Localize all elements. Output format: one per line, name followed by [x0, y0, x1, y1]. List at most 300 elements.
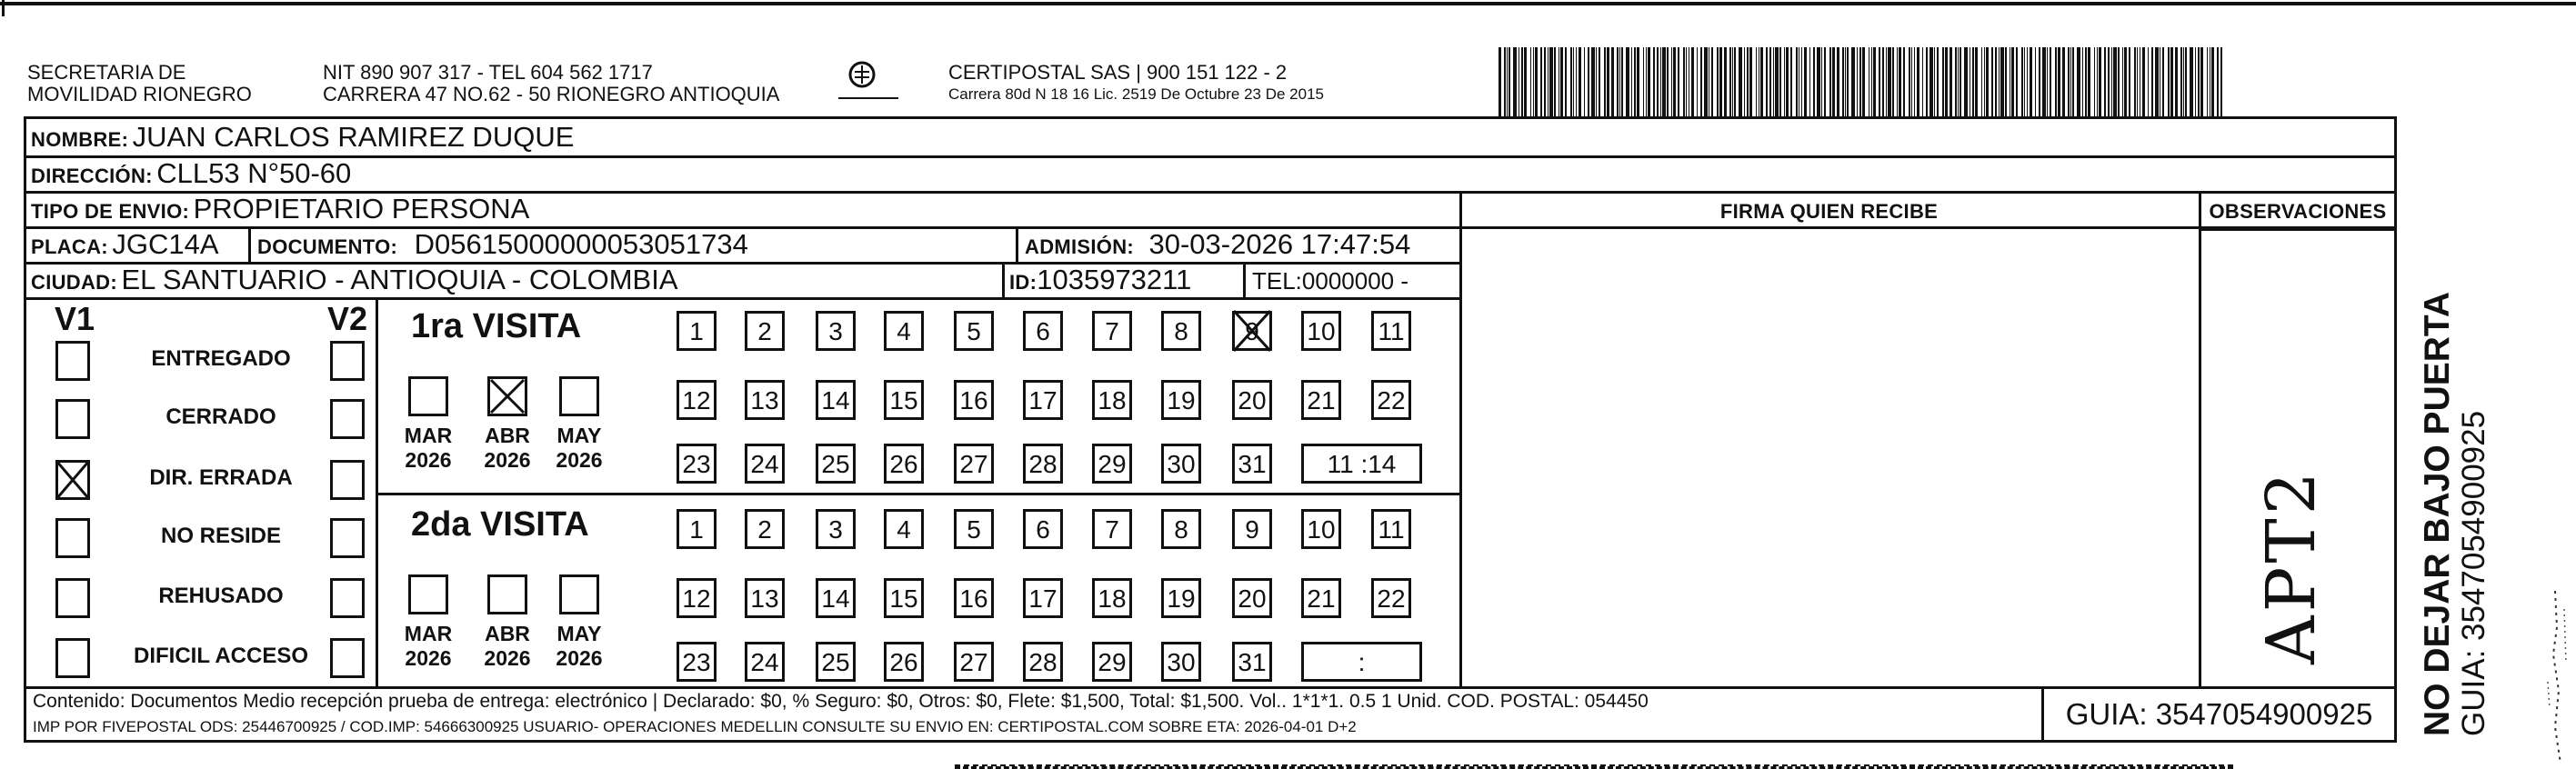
- barcode-bar: [1544, 47, 1546, 116]
- barcode-bar: [2055, 47, 2057, 116]
- day-box[interactable]: 11: [1371, 311, 1411, 351]
- barcode-bar: [2047, 47, 2048, 116]
- barcode-bar: [2148, 47, 2149, 116]
- day-box[interactable]: 19: [1161, 578, 1201, 618]
- col-line-tel: [1243, 262, 1246, 297]
- status-v1-checkbox[interactable]: [55, 578, 90, 618]
- tipo-label: TIPO DE ENVIO:: [31, 200, 190, 223]
- nombre-row: [31, 121, 574, 154]
- carrier-line-1: CERTIPOSTAL SAS | 900 151 122 - 2: [948, 61, 1288, 84]
- row-line-5: [24, 297, 1462, 300]
- barcode-bar: [1729, 47, 1731, 116]
- barcode-bar: [1596, 47, 1597, 116]
- carrier-line-2: Carrera 80d N 18 16 Lic. 2519 De Octubre 23 De 2015: [948, 85, 1324, 103]
- day-box[interactable]: 17: [1023, 578, 1063, 618]
- day-box[interactable]: 7: [1092, 311, 1132, 351]
- barcode-bar: [1540, 47, 1542, 116]
- status-label: ENTREGADO: [151, 346, 291, 371]
- barcode-bar: [1697, 47, 1698, 116]
- barcode-bar: [1573, 47, 1574, 116]
- barcode-bar: [1576, 47, 1577, 116]
- barcode-bar: [1535, 47, 1538, 116]
- barcode-bar: [1942, 47, 1944, 116]
- barcode-bar: [1604, 47, 1606, 116]
- day-box[interactable]: 12: [677, 380, 717, 420]
- status-v2-checkbox[interactable]: [330, 518, 365, 558]
- status-v1-checkbox[interactable]: [55, 518, 90, 558]
- org-contact: [323, 62, 779, 105]
- barcode-bar: [1950, 47, 1952, 116]
- barcode-bar: [1859, 47, 1861, 116]
- status-v2-checkbox[interactable]: [330, 638, 365, 678]
- barcode-bar: [2097, 47, 2098, 116]
- nombre-label: NOMBRE:: [31, 128, 129, 151]
- barcode-bar: [1773, 47, 1774, 116]
- barcode-bar: [1734, 47, 1736, 116]
- month-year: 2026: [405, 646, 452, 670]
- barcode-bar: [2070, 47, 2071, 116]
- observation-note-text: APT2: [2252, 468, 2330, 664]
- v2-header: V2: [327, 300, 368, 337]
- day-box[interactable]: 4: [884, 311, 924, 351]
- day-box[interactable]: 27: [954, 642, 994, 682]
- day-box[interactable]: 13: [745, 380, 785, 420]
- bottom-scan-edge: [955, 764, 2233, 769]
- day-box[interactable]: 8: [1161, 509, 1201, 549]
- footer-print-line: IMP POR FIVEPOSTAL ODS: 25446700925 / COD.IMP: 54666300925 USUARIO- OPERACIONES MEDELLIN CONSULTE SU ENVIO EN: CERTIPOSTAL.COM SOBRE ETA: 2026-04-01 D+2: [33, 718, 1357, 735]
- placa-label: PLACA:: [31, 235, 108, 258]
- barcode-bar: [1882, 47, 1884, 116]
- barcode-bar: [1804, 47, 1807, 116]
- barcode-bar: [1984, 47, 1985, 116]
- day-box[interactable]: 19: [1161, 380, 1201, 420]
- day-box[interactable]: 23: [677, 444, 717, 484]
- barcode-bar: [1717, 47, 1719, 116]
- month-name: MAY: [556, 622, 602, 645]
- barcode-bar: [1724, 47, 1727, 116]
- barcode-bar: [1847, 47, 1849, 116]
- barcode-bar: [2094, 47, 2095, 116]
- day-box[interactable]: 30: [1161, 642, 1201, 682]
- barcode-bar: [1766, 47, 1768, 116]
- barcode-bar: [1599, 47, 1600, 116]
- barcode-bar: [2207, 47, 2208, 116]
- barcode-bar: [2200, 47, 2203, 116]
- day-box[interactable]: 8: [1161, 311, 1201, 351]
- barcode-bar: [1790, 47, 1792, 116]
- day-box[interactable]: 4: [884, 509, 924, 549]
- barcode-bar: [2168, 47, 2170, 116]
- day-box[interactable]: 20: [1232, 578, 1272, 618]
- ciudad-cell: [31, 264, 678, 296]
- day-box[interactable]: 5: [954, 509, 994, 549]
- day-box[interactable]: 10: [1301, 509, 1341, 549]
- barcode-bar: [1579, 47, 1581, 116]
- month-checkbox[interactable]: [408, 376, 448, 416]
- barcode-bar: [1922, 47, 1923, 116]
- barcode-bar: [1507, 47, 1508, 116]
- day-box[interactable]: 23: [677, 642, 717, 682]
- barcode-bar: [2162, 47, 2164, 116]
- status-v1-checkbox[interactable]: [55, 460, 90, 500]
- day-box[interactable]: 31: [1232, 444, 1272, 484]
- barcode-bar: [1829, 47, 1831, 116]
- barcode-bar: [2030, 47, 2032, 116]
- barcode-bar: [2190, 47, 2193, 116]
- month-label: [551, 622, 607, 671]
- barcode-bar: [2122, 47, 2123, 116]
- day-box[interactable]: 13: [745, 578, 785, 618]
- barcode-bar: [1991, 47, 1993, 116]
- day-box[interactable]: 22: [1371, 578, 1411, 618]
- visit-title: 2da VISITA: [411, 505, 589, 544]
- barcode-bar: [1862, 47, 1865, 116]
- day-box[interactable]: 9: [1232, 311, 1272, 351]
- barcode-bar: [1691, 47, 1694, 116]
- barcode-bar: [2104, 47, 2106, 116]
- barcode-bar: [2082, 47, 2083, 116]
- day-box[interactable]: 25: [816, 642, 856, 682]
- barcode-bar: [2155, 47, 2159, 116]
- footer-guia: GUIA: 3547054900925: [2065, 697, 2373, 731]
- day-box[interactable]: 5: [954, 311, 994, 351]
- day-box[interactable]: 1: [677, 509, 717, 549]
- barcode-bar: [1631, 47, 1632, 116]
- barcode-bar: [1648, 47, 1650, 116]
- barcode-bar: [1533, 47, 1534, 116]
- month-year: 2026: [556, 448, 603, 472]
- visit-title: 1ra VISITA: [411, 307, 582, 345]
- barcode-bar: [1667, 47, 1669, 116]
- barcode-bar: [1565, 47, 1567, 116]
- barcode-bar: [1914, 47, 1915, 116]
- day-box[interactable]: 18: [1092, 578, 1132, 618]
- barcode-bar: [2021, 47, 2023, 116]
- barcode-bar: [2137, 47, 2138, 116]
- address-line: CARRERA 47 NO.62 - 50 RIONEGRO ANTIOQUIA: [323, 83, 780, 105]
- nit-tel-line: NIT 890 907 317 - TEL 604 562 1717: [323, 61, 653, 84]
- day-box[interactable]: 31: [1232, 642, 1272, 682]
- barcode-bar: [1504, 47, 1506, 116]
- day-box[interactable]: 20: [1232, 380, 1272, 420]
- barcode-bar: [1964, 47, 1968, 116]
- day-box[interactable]: 6: [1023, 509, 1063, 549]
- barcode-bar: [1986, 47, 1989, 116]
- barcode-bar: [1813, 47, 1815, 116]
- day-box[interactable]: 16: [954, 578, 994, 618]
- barcode-bar: [1700, 47, 1702, 116]
- barcode-bar: [2085, 47, 2087, 116]
- barcode-bar: [1809, 47, 1810, 116]
- barcode-bar: [1999, 47, 2000, 116]
- barcode-bar: [1886, 47, 1887, 116]
- barcode-bar: [1621, 47, 1623, 116]
- month-year: 2026: [484, 646, 531, 670]
- barcode-bar: [1796, 47, 1798, 116]
- id-label: ID:: [1009, 271, 1037, 294]
- day-box[interactable]: 22: [1371, 380, 1411, 420]
- tel-cell: [1252, 267, 1408, 295]
- day-box[interactable]: 21: [1301, 380, 1341, 420]
- barcode-bar: [2175, 47, 2178, 116]
- barcode-bar: [1955, 47, 1957, 116]
- col-line-id: [1002, 262, 1005, 297]
- month-name: MAR: [404, 622, 453, 645]
- day-box[interactable]: 2: [745, 509, 785, 549]
- day-box[interactable]: 12: [677, 578, 717, 618]
- barcode-bar: [2198, 47, 2200, 116]
- barcode-bar: [1591, 47, 1595, 116]
- observaciones-header: OBSERVACIONES: [2209, 200, 2387, 223]
- barcode-bar: [1521, 47, 1523, 116]
- barcode-bar: [2108, 47, 2110, 116]
- status-v2-checkbox[interactable]: [330, 399, 365, 439]
- barcode-bar: [2062, 47, 2065, 116]
- carrier-info: [948, 62, 1324, 104]
- month-year: 2026: [556, 646, 603, 670]
- barcode-bar: [1756, 47, 1757, 116]
- status-label: DIR. ERRADA: [149, 465, 293, 490]
- barcode-bar: [1845, 47, 1846, 116]
- barcode-bar: [1842, 47, 1844, 116]
- barcode-bar: [1909, 47, 1910, 116]
- barcode-bar: [1972, 47, 1974, 116]
- day-box[interactable]: 18: [1092, 380, 1132, 420]
- barcode-bar: [1760, 47, 1763, 116]
- month-checkbox[interactable]: [559, 574, 599, 614]
- barcode-bar: [2099, 47, 2101, 116]
- barcode-bar: [1775, 47, 1779, 116]
- barcode-bar: [2068, 47, 2070, 116]
- barcode-bar: [1626, 47, 1629, 116]
- org-name: [27, 62, 252, 105]
- placa-value: JGC14A: [112, 228, 219, 260]
- barcode-bar: [1683, 47, 1685, 116]
- barcode-bar: [1995, 47, 1997, 116]
- month-label: [479, 424, 536, 473]
- day-box[interactable]: 11: [1371, 509, 1411, 549]
- barcode-bar: [1643, 47, 1644, 116]
- placa-cell: [31, 228, 219, 261]
- day-box[interactable]: 29: [1092, 642, 1132, 682]
- barcode-bar: [1945, 47, 1948, 116]
- col-line-admision: [1016, 226, 1018, 262]
- tipo-value: PROPIETARIO PERSONA: [193, 193, 530, 225]
- barcode-bar: [1509, 47, 1510, 116]
- barcode-bar: [1960, 47, 1961, 116]
- barcode-bar: [2118, 47, 2120, 116]
- barcode-bar: [1524, 47, 1527, 116]
- month-checkbox[interactable]: [487, 376, 527, 416]
- day-box[interactable]: 25: [816, 444, 856, 484]
- barcode-bar: [1607, 47, 1609, 116]
- barcode-bar: [2058, 47, 2060, 116]
- day-box[interactable]: 14: [816, 578, 856, 618]
- row-line-obs: [2199, 228, 2397, 231]
- id-value: 1035973211: [1037, 264, 1192, 295]
- barcode-bar: [1548, 47, 1549, 116]
- day-box[interactable]: 6: [1023, 311, 1063, 351]
- status-v2-checkbox[interactable]: [330, 460, 365, 500]
- barcode-bar: [1686, 47, 1687, 116]
- day-box[interactable]: 1: [677, 311, 717, 351]
- barcode-bar: [1678, 47, 1679, 116]
- month-label: [400, 622, 456, 671]
- footer-content-line: Contenido: Documentos Medio recepción prueba de entrega: electrónico | Declarado: $0, % Seguro: $0, Otros: $0, Flete: $1,500, Total: $1,500. Vol.. 1*1*1. 0.5 1 Unid. COD. POSTAL: 054450: [33, 691, 1649, 712]
- side-warning: NO DEJAR BAJO PUERTA: [2418, 291, 2457, 736]
- month-name: ABR: [485, 622, 530, 645]
- org-line-1: SECRETARIA DE: [27, 61, 186, 84]
- ciudad-value: EL SANTUARIO - ANTIOQUIA - COLOMBIA: [121, 264, 678, 295]
- barcode-bar: [1888, 47, 1891, 116]
- day-box[interactable]: 26: [884, 444, 924, 484]
- certipostal-logo-icon: [837, 56, 900, 104]
- left-scan-edge: [2, 0, 5, 16]
- barcode-bar: [2217, 47, 2219, 116]
- day-box[interactable]: 28: [1023, 642, 1063, 682]
- barcode-bar: [2011, 47, 2014, 116]
- barcode-bar: [1739, 47, 1742, 116]
- barcode-bar: [1513, 47, 1517, 116]
- day-box[interactable]: 17: [1023, 380, 1063, 420]
- barcode-bar: [1911, 47, 1912, 116]
- status-label: DIFICIL ACCESO: [133, 644, 308, 668]
- col-line-status: [376, 297, 378, 688]
- barcode-bar: [2195, 47, 2196, 116]
- day-box[interactable]: 27: [954, 444, 994, 484]
- day-box[interactable]: 15: [884, 380, 924, 420]
- tel-label: TEL:: [1252, 267, 1302, 295]
- barcode-bar: [1584, 47, 1585, 116]
- month-checkbox[interactable]: [487, 574, 527, 614]
- day-box[interactable]: 15: [884, 578, 924, 618]
- day-box[interactable]: 29: [1092, 444, 1132, 484]
- status-v1-checkbox[interactable]: [55, 638, 90, 678]
- status-v1-checkbox[interactable]: [55, 341, 90, 381]
- day-box[interactable]: 21: [1301, 578, 1341, 618]
- time-box[interactable]: 11 :14: [1301, 444, 1422, 484]
- barcode-bar: [1634, 47, 1636, 116]
- barcode-bar: [2185, 47, 2187, 116]
- barcode-bar: [1975, 47, 1978, 116]
- month-checkbox[interactable]: [559, 376, 599, 416]
- barcode-bar: [2170, 47, 2173, 116]
- day-box[interactable]: 10: [1301, 311, 1341, 351]
- status-v2-checkbox[interactable]: [330, 341, 365, 381]
- barcode-bar: [1817, 47, 1820, 116]
- day-box[interactable]: 16: [954, 380, 994, 420]
- barcode-bar: [1732, 47, 1733, 116]
- barcode-bar: [2027, 47, 2028, 116]
- day-box[interactable]: 7: [1092, 509, 1132, 549]
- status-label: NO RESIDE: [160, 524, 282, 548]
- barcode-bar: [1958, 47, 1959, 116]
- barcode: [1498, 47, 2226, 116]
- barcode-bar: [1637, 47, 1639, 116]
- month-name: MAR: [404, 424, 453, 447]
- documento-value: D05615000000053051734: [414, 228, 748, 260]
- admision-label: ADMISIÓN:: [1025, 235, 1135, 258]
- day-box[interactable]: 2: [745, 311, 785, 351]
- barcode-bar: [1937, 47, 1939, 116]
- nombre-value: JUAN CARLOS RAMIREZ DUQUE: [132, 121, 575, 153]
- barcode-bar: [1749, 47, 1752, 116]
- barcode-bar: [1554, 47, 1556, 116]
- side-guia: GUIA: 3547054900925: [2456, 410, 2491, 736]
- barcode-bar: [2151, 47, 2153, 116]
- barcode-bar: [1657, 47, 1659, 116]
- barcode-bar: [1821, 47, 1822, 116]
- day-box[interactable]: 3: [816, 509, 856, 549]
- firma-header: FIRMA QUIEN RECIBE: [1719, 200, 1939, 223]
- barcode-bar: [1744, 47, 1745, 116]
- top-scan-edge: [0, 2, 2576, 5]
- barcode-bar: [1570, 47, 1572, 116]
- scan-edge-noise: [2537, 591, 2573, 764]
- barcode-bar: [1871, 47, 1872, 116]
- barcode-bar: [1588, 47, 1589, 116]
- barcode-bar: [2000, 47, 2004, 116]
- status-v1-checkbox[interactable]: [55, 399, 90, 439]
- direccion-value: CLL53 N°50-60: [156, 157, 352, 189]
- barcode-bar: [2180, 47, 2182, 116]
- barcode-bar: [1899, 47, 1901, 116]
- barcode-bar: [2211, 47, 2214, 116]
- barcode-bar: [1981, 47, 1982, 116]
- direccion-row: [31, 157, 351, 190]
- barcode-bar: [1786, 47, 1789, 116]
- barcode-bar: [1897, 47, 1898, 116]
- barcode-bar: [1549, 47, 1553, 116]
- day-box[interactable]: 9: [1232, 509, 1272, 549]
- month-checkbox[interactable]: [408, 574, 448, 614]
- barcode-bar: [2072, 47, 2074, 116]
- barcode-bar: [1498, 47, 1501, 116]
- day-box[interactable]: 30: [1161, 444, 1201, 484]
- barcode-bar: [1832, 47, 1835, 116]
- barcode-bar: [1673, 47, 1676, 116]
- barcode-bar: [1837, 47, 1839, 116]
- barcode-bar: [1671, 47, 1672, 116]
- day-box[interactable]: 24: [745, 444, 785, 484]
- admision-value: 30-03-2026 17:47:54: [1148, 228, 1411, 260]
- day-box[interactable]: 24: [745, 642, 785, 682]
- status-v2-checkbox[interactable]: [330, 578, 365, 618]
- barcode-bar: [2024, 47, 2025, 116]
- barcode-bar: [2039, 47, 2040, 116]
- day-box[interactable]: 28: [1023, 444, 1063, 484]
- barcode-bar: [2124, 47, 2127, 116]
- barcode-bar: [2088, 47, 2090, 116]
- id-cell: [1009, 264, 1191, 296]
- col-line-placa: [248, 226, 251, 262]
- day-box[interactable]: 14: [816, 380, 856, 420]
- barcode-bar: [1662, 47, 1666, 116]
- month-label: [400, 424, 456, 473]
- barcode-bar: [2134, 47, 2136, 116]
- month-year: 2026: [484, 448, 531, 472]
- day-box[interactable]: 26: [884, 642, 924, 682]
- documento-cell: [257, 228, 748, 261]
- barcode-bar: [2035, 47, 2036, 116]
- day-box[interactable]: 3: [816, 311, 856, 351]
- status-label: CERRADO: [165, 404, 276, 429]
- barcode-bar: [2113, 47, 2117, 116]
- time-box[interactable]: :: [1301, 642, 1422, 682]
- row-line-1: [24, 155, 2397, 158]
- barcode-bar: [2142, 47, 2145, 116]
- documento-label: DOCUMENTO:: [257, 235, 398, 258]
